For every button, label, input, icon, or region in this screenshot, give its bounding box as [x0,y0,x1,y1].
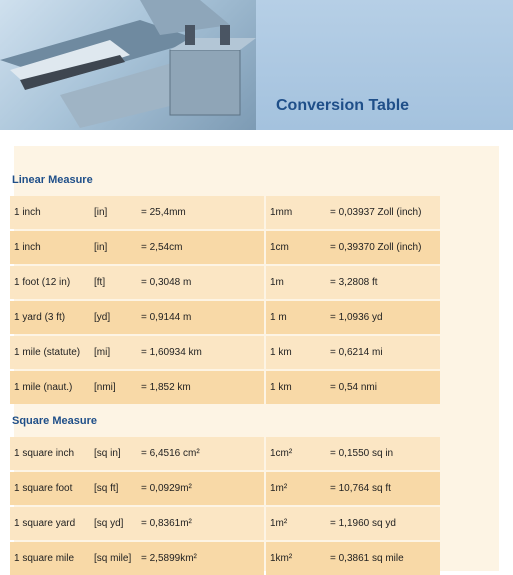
header-banner [0,0,513,130]
metric-unit: 1cm [266,231,328,264]
table-row [10,336,510,369]
table-row [10,437,510,470]
unit-label: 1 foot (12 in) [10,266,92,299]
metric-equivalent: = 25,4mm [137,196,264,229]
unit-symbol: [ft] [90,266,140,299]
metric-equivalent: = 1,60934 km [137,336,264,369]
metric-equivalent: = 0,9144 m [137,301,264,334]
unit-label: 1 inch [10,196,92,229]
metric-equivalent: = 2,54cm [137,231,264,264]
imperial-equivalent: = 1,0936 yd [326,301,440,334]
table-row [10,231,510,264]
imperial-equivalent: = 10,764 sq ft [326,472,440,505]
unit-label: 1 mile (statute) [10,336,92,369]
imperial-equivalent: = 3,2808 ft [326,266,440,299]
table-row [10,371,510,404]
metric-equivalent: = 0,0929m² [137,472,264,505]
metric-unit: 1 km [266,371,328,404]
metric-equivalent: = 0,3048 m [137,266,264,299]
table-row [10,472,510,505]
imperial-equivalent: = 0,54 nmi [326,371,440,404]
table-row [10,266,510,299]
unit-label: 1 inch [10,231,92,264]
page-title: Conversion Table [276,97,410,114]
metric-unit: 1mm [266,196,328,229]
title-panel [256,0,513,130]
machinery-illustration [0,0,256,130]
metric-equivalent: = 0,8361m² [137,507,264,540]
imperial-equivalent: = 0,3861 sq mile [326,542,440,575]
metric-equivalent: = 2,5899km² [137,542,264,575]
imperial-equivalent: = 0,6214 mi [326,336,440,369]
unit-symbol: [sq ft] [90,472,140,505]
metric-unit: 1 km [266,336,328,369]
metric-unit: 1m² [266,507,328,540]
unit-symbol: [sq in] [90,437,140,470]
imperial-equivalent: = 0,39370 Zoll (inch) [326,231,440,264]
metric-unit: 1m [266,266,328,299]
unit-label: 1 square mile [10,542,92,575]
metric-unit: 1km² [266,542,328,575]
unit-symbol: [in] [90,231,140,264]
table-row [10,507,510,540]
unit-symbol: [nmi] [90,371,140,404]
metric-equivalent: = 1,852 km [137,371,264,404]
metric-unit: 1cm² [266,437,328,470]
table-row [10,301,510,334]
unit-symbol: [sq yd] [90,507,140,540]
unit-label: 1 yard (3 ft) [10,301,92,334]
unit-symbol: [in] [90,196,140,229]
unit-symbol: [yd] [90,301,140,334]
imperial-equivalent: = 0,1550 sq in [326,437,440,470]
machinery-image [0,0,256,130]
unit-label: 1 square inch [10,437,92,470]
metric-unit: 1m² [266,472,328,505]
table-row [10,542,510,575]
imperial-equivalent: = 1,1960 sq yd [326,507,440,540]
table-row [10,196,510,229]
metric-unit: 1 m [266,301,328,334]
linear-measure-heading: Linear Measure [12,174,93,186]
square-measure-heading: Square Measure [12,415,97,427]
unit-symbol: [sq mile] [90,542,140,575]
unit-symbol: [mi] [90,336,140,369]
metric-equivalent: = 6,4516 cm² [137,437,264,470]
imperial-equivalent: = 0,03937 Zoll (inch) [326,196,440,229]
unit-label: 1 square foot [10,472,92,505]
unit-label: 1 mile (naut.) [10,371,92,404]
unit-label: 1 square yard [10,507,92,540]
